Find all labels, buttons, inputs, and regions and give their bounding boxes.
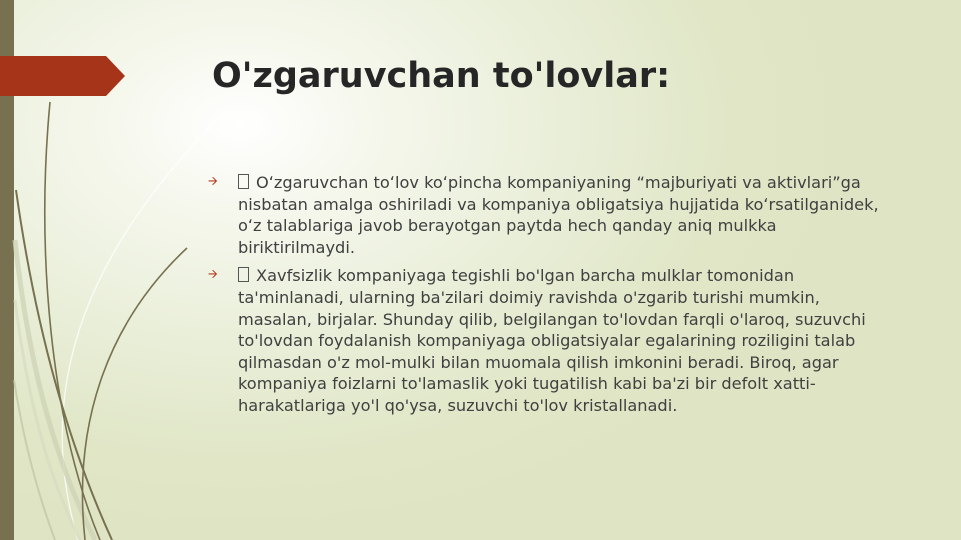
bullet-list <box>208 172 898 424</box>
bullet-item <box>208 265 898 416</box>
bullet-text: Oʻzgaruvchan toʻlov koʻpincha kompaniyaning “majburiyati va aktivlari”ga nisbatan amalga oshiriladi va kompaniya obligatsiya hujjatida koʻrsatilganidek, oʻz talablariga javob berayotgan paytda hech qanday aniq mulkka biriktirilmaydi. <box>238 173 879 257</box>
bullet-arrow-icon: 🡪 <box>208 267 218 282</box>
bullet-text: Xavfsizlik kompaniyaga tegishli bo'lgan barcha mulklar tomonidan ta'minlanadi, ularning ba'zilari doimiy ravishda o'zgarib turishi mumkin, masalan, birjalar. Shunday qilib, belgilangan to'lovdan farqli o'laroq, suzuvchi to'lovdan foydalanish kompaniyaga obligatsiyalar egalarining roziligini talab qilmasdan o'z mol-mulki bilan muomala qilish imkonini beradi. Biroq, agar kompaniya foizlarni to'lamaslik yoki tugatilish kabi ba'zi bir defolt xatti-harakatlariga yo'l qo'ysa, suzuvchi to'lov kristallanadi. <box>238 266 866 415</box>
missing-glyph-icon <box>238 174 249 189</box>
title-accent-tab <box>0 56 126 96</box>
missing-glyph-icon <box>238 267 249 282</box>
bullet-arrow-icon: 🡪 <box>208 174 218 188</box>
slide-title: O'zgaruvchan to'lovlar: <box>212 56 671 96</box>
bullet-item <box>208 172 898 258</box>
